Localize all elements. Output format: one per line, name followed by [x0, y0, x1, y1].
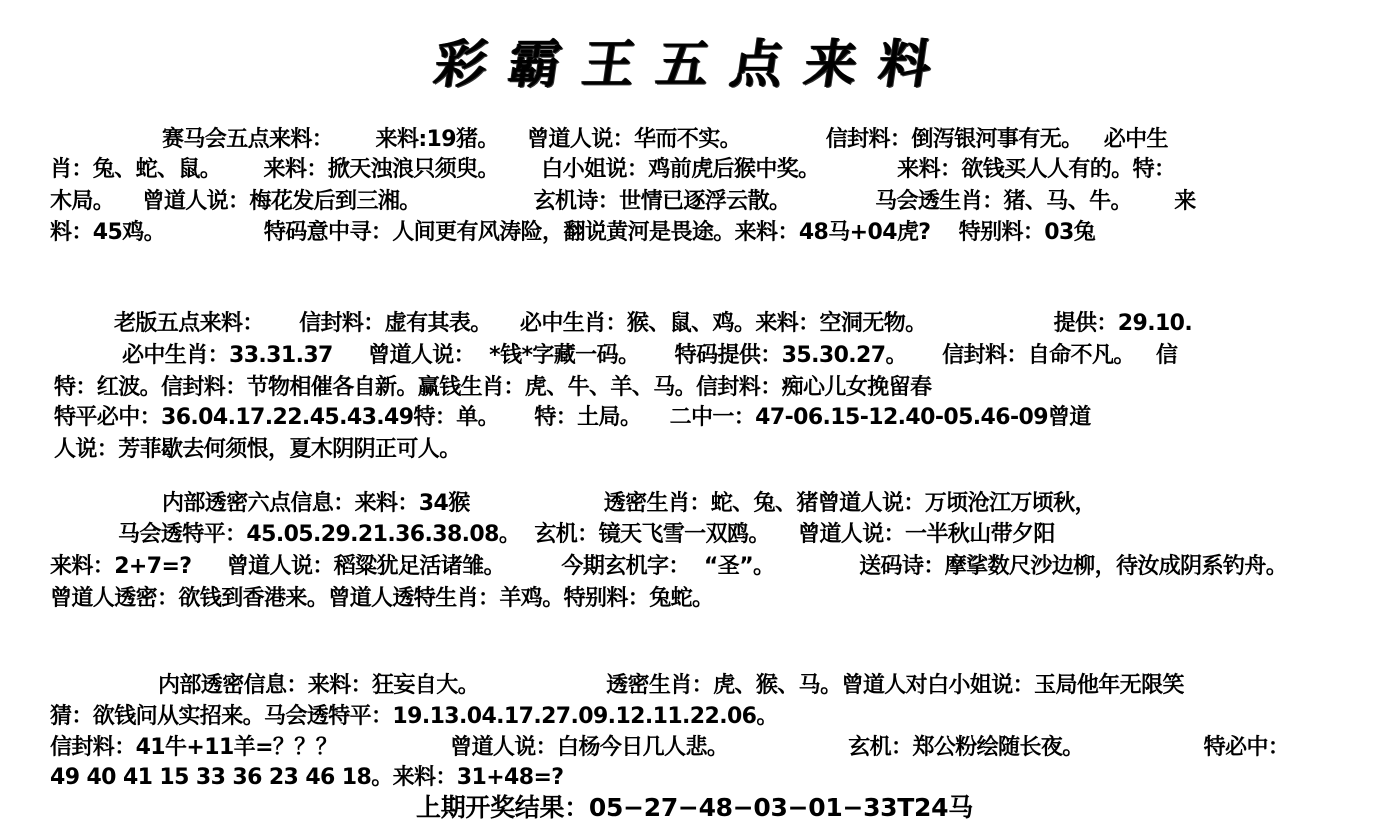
section3-line-1: 内部透密六点信息：来料：34猴 透密生肖：蛇、兔、猪曾道人说：万顷沧江万顷秋，	[162, 491, 1096, 516]
section4-line-4: 49 40 41 15 33 36 23 46 18。来料：31+48=?	[50, 765, 564, 790]
section1-line-2: 肖：兔、蛇、鼠。 来料：掀天浊浪只须臾。 白小姐说：鸡前虎后猴中奖。 来料：欲钱买人人有的。特：	[50, 157, 1176, 182]
section1-line-4: 料：45鸡。 特码意中寻：人间更有风涛险，翻说黄河是畏途。来料：48马+04虎? 特别料：03兔	[50, 220, 1096, 245]
section2-line-4: 特平必中：36.04.17.22.45.43.49特：单。 特：土局。 二中一：47-06.15-12.40-05.46-09曾道	[54, 405, 1091, 430]
section3-line-2: 马会透特平：45.05.29.21.36.38.08。 玄机：镜天飞雪一双鸥。 曾道人说：一半秋山带夕阳	[118, 522, 1055, 547]
page-title: 彩霸王五点来料	[430, 34, 958, 95]
last-draw-result: 上期开奖结果：05−27−48−03−01−33T24马	[416, 793, 973, 822]
section4-line-3: 信封料：41牛+11羊=？？？ 曾道人说：白杨今日几人悲。 玄机：郑公粉绘随长夜。 特必中：	[50, 735, 1290, 760]
section2-line-3: 特：红波。信封料：节物相催各自新。赢钱生肖：虎、牛、羊、马。信封料：痴心儿女挽留春	[54, 375, 932, 400]
section4-line-1: 内部透密信息：来料：狂妄自大。 透密生肖：虎、猴、马。曾道人对白小姐说：玉局他年无限笑	[158, 673, 1184, 698]
section1-line-1: 赛马会五点来料： 来料:19猪。 曾道人说：华而不实。 信封料：倒泻银河事有无。 必中生	[162, 127, 1168, 152]
section2-line-2: 必中生肖：33.31.37 曾道人说： *钱*字藏一码。 特码提供：35.30.27。 信封料：自命不凡。 信	[122, 343, 1178, 368]
section3-line-3: 来料：2+7=? 曾道人说：稻粱犹足活诸雏。 今期玄机字： “圣”。 送码诗：摩挲数尺沙边柳，待汝成阴系钓舟。	[50, 554, 1288, 579]
section3-line-4: 曾道人透密：欲钱到香港来。曾道人透特生肖：羊鸡。特别料：兔蛇。	[50, 586, 714, 611]
section4-line-2: 猜：欲钱问从实招来。马会透特平：19.13.04.17.27.09.12.11.22.06。	[50, 704, 778, 729]
section2-line-5: 人说：芳菲歇去何须恨，夏木阴阴正可人。	[54, 437, 461, 462]
section2-line-1: 老版五点来料： 信封料：虚有其表。 必中生肖：猴、鼠、鸡。来料：空洞无物。 提供：29.10.	[114, 311, 1193, 336]
section1-line-3: 木局。 曾道人说：梅花发后到三湘。 玄机诗：世情已逐浮云散。 马会透生肖：猪、马、牛。 来	[50, 189, 1196, 214]
